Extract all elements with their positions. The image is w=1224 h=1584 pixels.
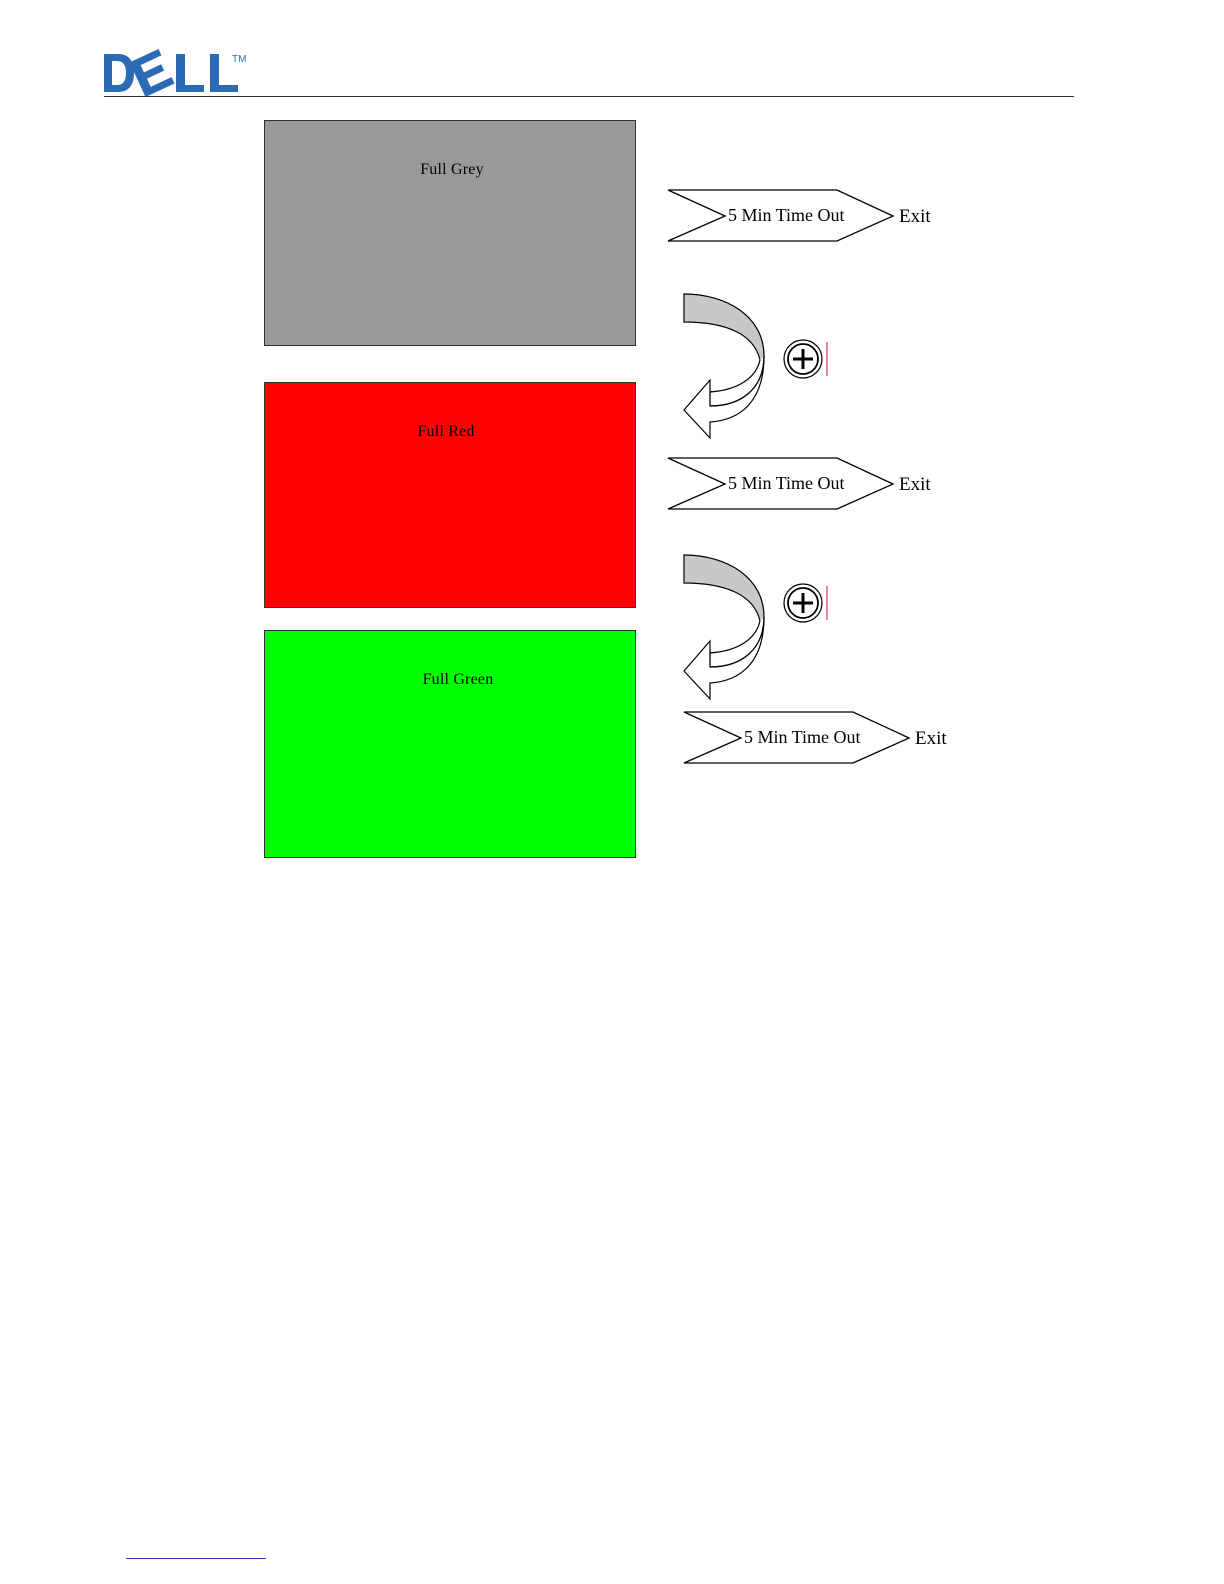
- exit-label: Exit: [899, 206, 931, 227]
- timeout-step: [667, 457, 957, 513]
- timeout-step: [667, 189, 957, 245]
- dell-logo: [104, 48, 254, 96]
- plus-button-icon: [778, 582, 830, 624]
- curved-arrow-icon: [680, 292, 770, 442]
- screen-full-grey: [264, 120, 636, 346]
- plus-button-icon: [778, 338, 830, 380]
- screen-label: Full Green: [422, 671, 494, 688]
- timeout-step: [683, 711, 973, 767]
- timeout-label: 5 Min Time Out: [744, 727, 861, 747]
- timeout-label: 5 Min Time Out: [728, 473, 845, 493]
- trademark-text: TM: [232, 54, 247, 65]
- exit-label: Exit: [915, 728, 947, 749]
- screen-label: Full Red: [417, 423, 475, 440]
- header-rule: [104, 96, 1074, 97]
- curved-arrow-icon: [680, 553, 770, 703]
- screen-full-red: [264, 382, 636, 608]
- screen-label: Full Grey: [420, 161, 484, 178]
- screen-full-green: [264, 630, 636, 858]
- timeout-label: 5 Min Time Out: [728, 205, 845, 225]
- footer-rule: [126, 1558, 266, 1559]
- exit-label: Exit: [899, 474, 931, 495]
